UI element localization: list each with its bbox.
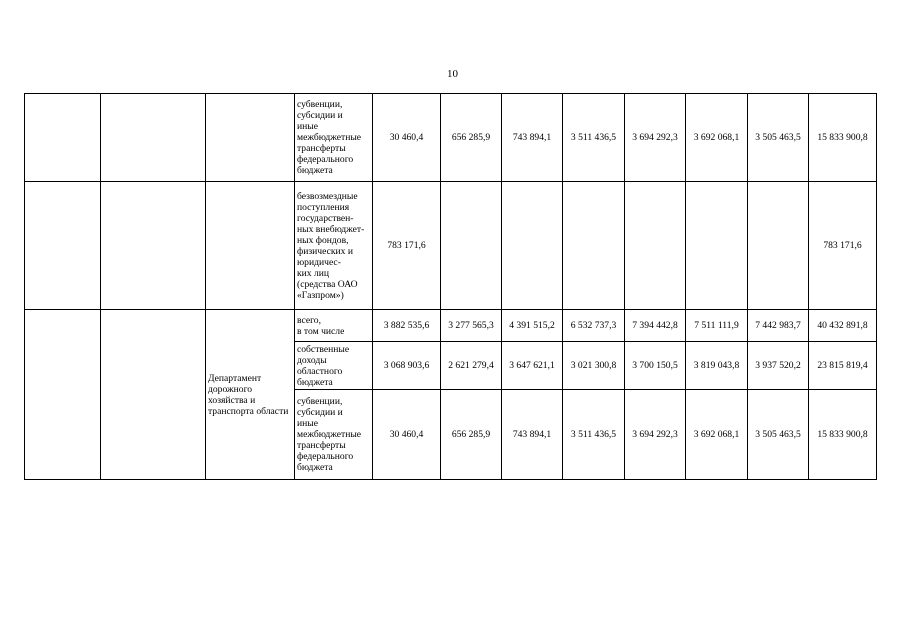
value-cell: 3 277 565,3 bbox=[441, 310, 502, 342]
total-cell: 40 432 891,8 bbox=[809, 310, 877, 342]
empty-cell bbox=[25, 182, 101, 310]
table-row bbox=[25, 182, 877, 310]
page-number: 10 bbox=[447, 68, 458, 80]
row-description: собственные доходы областного бюджета bbox=[295, 342, 373, 390]
value-cell: 3 647 621,1 bbox=[502, 342, 563, 390]
value-cell bbox=[686, 182, 748, 310]
value-cell bbox=[441, 182, 502, 310]
value-cell bbox=[748, 182, 809, 310]
value-cell bbox=[502, 182, 563, 310]
value-cell: 3 694 292,3 bbox=[625, 94, 686, 182]
value-cell: 7 394 442,8 bbox=[625, 310, 686, 342]
value-cell: 3 700 150,5 bbox=[625, 342, 686, 390]
total-cell: 23 815 819,4 bbox=[809, 342, 877, 390]
department-name: Департамент дорожного хозяйства и транспорта области bbox=[208, 372, 289, 417]
value-cell: 656 285,9 bbox=[441, 94, 502, 182]
value-cell: 783 171,6 bbox=[373, 182, 441, 310]
total-cell: 15 833 900,8 bbox=[809, 390, 877, 480]
row-description: безвозмездные поступления государствен- ных внебюджет- ных фондов, физических и юридичес- ких лиц (средства ОАО «Газпром») bbox=[295, 182, 373, 310]
value-cell: 7 442 983,7 bbox=[748, 310, 809, 342]
value-cell: 7 511 111,9 bbox=[686, 310, 748, 342]
empty-cell bbox=[25, 310, 101, 480]
value-cell: 3 068 903,6 bbox=[373, 342, 441, 390]
budget-table bbox=[24, 93, 877, 480]
row-description: субвенции, субсидии и иные межбюджетные трансферты федерального бюджета bbox=[295, 390, 373, 480]
row-description: всего, в том числе bbox=[295, 310, 373, 342]
value-cell: 743 894,1 bbox=[502, 94, 563, 182]
value-cell: 30 460,4 bbox=[373, 94, 441, 182]
table-row bbox=[25, 310, 877, 342]
empty-cell bbox=[101, 310, 206, 480]
value-cell: 3 692 068,1 bbox=[686, 390, 748, 480]
value-cell: 3 511 436,5 bbox=[563, 390, 625, 480]
value-cell: 30 460,4 bbox=[373, 390, 441, 480]
value-cell: 743 894,1 bbox=[502, 390, 563, 480]
value-cell: 3 505 463,5 bbox=[748, 94, 809, 182]
total-cell: 783 171,6 bbox=[809, 182, 877, 310]
value-cell bbox=[625, 182, 686, 310]
value-cell: 6 532 737,3 bbox=[563, 310, 625, 342]
empty-cell bbox=[101, 182, 206, 310]
empty-cell bbox=[206, 182, 295, 310]
value-cell: 3 937 520,2 bbox=[748, 342, 809, 390]
value-cell: 3 505 463,5 bbox=[748, 390, 809, 480]
value-cell: 3 511 436,5 bbox=[563, 94, 625, 182]
value-cell: 3 021 300,8 bbox=[563, 342, 625, 390]
value-cell: 2 621 279,4 bbox=[441, 342, 502, 390]
total-cell: 15 833 900,8 bbox=[809, 94, 877, 182]
row-description: субвенции, субсидии и иные межбюджетные трансферты федерального бюджета bbox=[295, 94, 373, 182]
value-cell: 4 391 515,2 bbox=[502, 310, 563, 342]
empty-cell bbox=[206, 94, 295, 182]
value-cell bbox=[563, 182, 625, 310]
empty-cell bbox=[101, 94, 206, 182]
department-cell bbox=[206, 310, 295, 480]
value-cell: 656 285,9 bbox=[441, 390, 502, 480]
empty-cell bbox=[25, 94, 101, 182]
table-row bbox=[25, 94, 877, 182]
value-cell: 3 694 292,3 bbox=[625, 390, 686, 480]
value-cell: 3 882 535,6 bbox=[373, 310, 441, 342]
value-cell: 3 819 043,8 bbox=[686, 342, 748, 390]
value-cell: 3 692 068,1 bbox=[686, 94, 748, 182]
